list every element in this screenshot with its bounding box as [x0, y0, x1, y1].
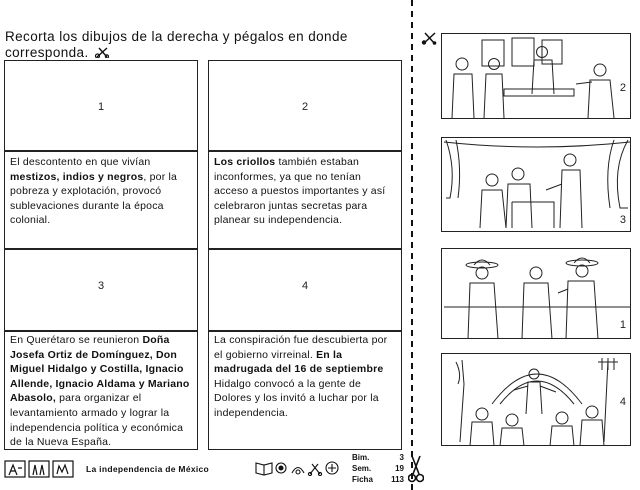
picture-label: 3 — [619, 214, 626, 226]
cutout-picture[interactable] — [441, 137, 631, 232]
box-number: 2 — [301, 101, 309, 113]
text-segment-bold: Doña Josefa Ortiz de Domínguez, Don Miguel Hidalgo y Costilla, Ignacio Allende, Ignacio Aldama y Mariano Abasolo, — [10, 334, 190, 405]
text-segment-bold: En la madrugada del 16 de septiembre — [214, 348, 384, 376]
ficha-value: 113 — [391, 475, 404, 484]
picture-label: 2 — [619, 82, 626, 94]
picture-label: 1 — [619, 319, 626, 331]
bim-value: 3 — [399, 453, 404, 462]
text-segment: En Querétaro se reunieron — [10, 334, 143, 346]
bim-label: Bim. — [352, 453, 370, 462]
cutout-picture[interactable] — [441, 33, 631, 119]
text-segment: para organizar el levantamiento armado y lograr la independencia política y económica de la Nueva España. — [10, 392, 184, 449]
box-text-3 — [10, 333, 193, 450]
illustration-crowd — [442, 354, 632, 447]
box-text-2 — [214, 155, 397, 228]
activity-icons — [254, 460, 344, 476]
paste-box-1[interactable] — [4, 60, 198, 249]
scissors-icon — [95, 46, 109, 58]
text-segment: El descontento en que vivían — [10, 156, 151, 168]
paste-box-2[interactable] — [208, 60, 402, 249]
text-segment: también estaban inconformes, ya que no tenían acceso a puestos importantes y así celebraron juntas secretas para planear su independencia. — [214, 156, 386, 227]
sem-label: Sem. — [352, 464, 372, 473]
box-number: 1 — [97, 101, 105, 113]
text-segment: , por la pobreza y explotación, provocó sublevaciones durante la época colonial. — [10, 170, 178, 227]
scissors-icon — [421, 31, 437, 45]
paste-box-3[interactable] — [4, 249, 198, 450]
text-segment-bold: mestizos, indios y negros — [10, 170, 144, 183]
cut-line — [411, 0, 413, 490]
cutout-picture[interactable] — [441, 353, 631, 446]
illustration-meeting — [442, 34, 632, 120]
footer-title: La independencia de México — [86, 464, 210, 474]
box-divider — [5, 150, 197, 152]
cutout-picture[interactable] — [441, 248, 631, 339]
paste-box-4[interactable] — [208, 249, 402, 450]
box-number: 4 — [301, 280, 309, 292]
footer — [0, 450, 640, 490]
box-divider — [5, 330, 197, 332]
skills-icons — [4, 460, 76, 478]
ficha-label: Ficha — [352, 475, 373, 484]
box-divider — [209, 330, 401, 332]
illustration-peasants — [442, 249, 632, 340]
box-text-1 — [10, 155, 193, 228]
box-number: 3 — [97, 280, 105, 292]
scissors-icon — [408, 454, 424, 484]
text-segment-bold: Los criollos — [214, 156, 276, 168]
box-divider — [209, 150, 401, 152]
text-segment: Hidalgo convocó a la gente de Dolores y los invitó a luchar por la independencia. — [214, 377, 379, 419]
picture-label: 4 — [619, 396, 626, 408]
illustration-salon — [442, 138, 632, 233]
instructions-text: Recorta los dibujos de la derecha y pégalos en donde corresponda. — [5, 29, 348, 60]
sem-value: 19 — [395, 464, 404, 473]
instructions — [5, 29, 400, 61]
box-text-4 — [214, 333, 397, 421]
text-segment: La conspiración fue descubierta por el gobierno virreinal. — [214, 334, 388, 361]
